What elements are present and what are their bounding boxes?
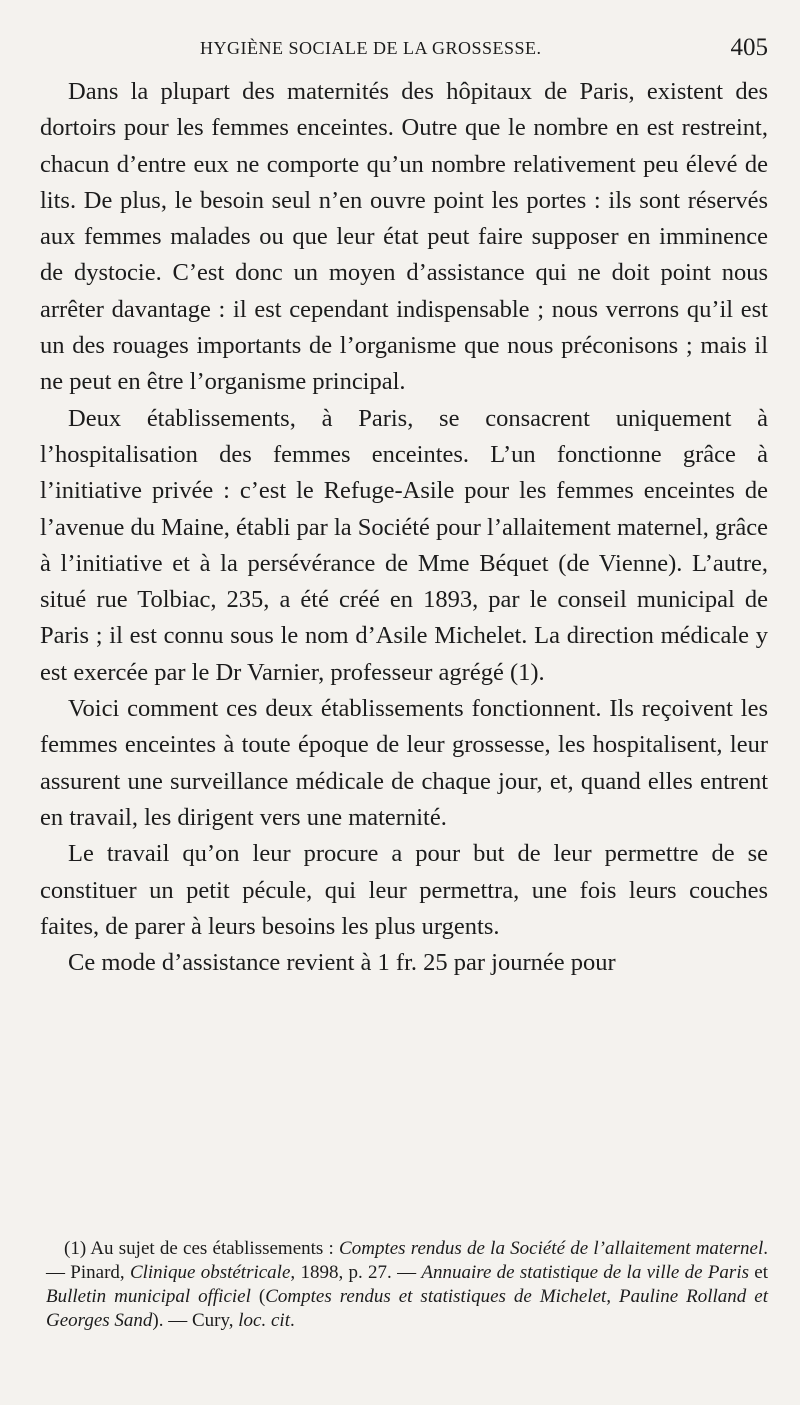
paragraph-3: Voici comment ces deux établissements fonctionnent. Ils reçoivent les femmes enceintes à toute époque de leur grossesse, les hospitalisent, leur assurent une surveillance médicale de chaque jour, et, quand elles entrent en travail, les dirigent vers une maternité.: [40, 695, 768, 831]
footnote-ref-6: loc. cit: [238, 1310, 290, 1331]
footnote-ref-3: Annuaire de statistique de la ville de Paris: [421, 1262, 750, 1283]
footnote-sep-1: . — Pinard,: [46, 1238, 768, 1283]
footnote-sep-5: ). — Cury,: [152, 1310, 239, 1331]
running-head: [40, 34, 768, 64]
footnote-end: .: [289, 1310, 295, 1331]
paragraph-4: Le travail qu’on leur procure a pour but de leur permettre de se constituer un petit pécule, qui leur permettra, une fois leurs couches faites, de parer à leurs besoins les plus urgents.: [40, 840, 768, 940]
paragraph-1: Dans la plupart des maternités des hôpitaux de Paris, existent des dortoirs pour les femmes enceintes. Outre que le nombre en est restreint, chacun d’entre eux ne comporte qu’un nombre relativement peu élevé de lits. De plus, le besoin seul n’en ouvre point les portes : ils sont réservés aux femmes malades ou que leur état peut faire supposer en imminence de dystocie. C’est donc un moyen d’assistance qui ne doit point nous arrêter davantage : il est cependant indispensable ; nous verrons qu’il est un des rouages importants de l’organisme que nous préconisons ; mais il ne peut en être l’organisme principal.: [40, 78, 768, 396]
footnote-1: [46, 1237, 768, 1333]
footnotes: [46, 1237, 768, 1333]
page-number: 405: [730, 34, 768, 61]
footnote-ref-5: Comptes rendus et statistiques de Michelet, Pauline Rolland et Georges Sand: [46, 1286, 769, 1331]
footnote-ref-4: Bulletin municipal officiel: [46, 1286, 251, 1307]
body-text: [40, 74, 768, 981]
footnote-ref-2: Clinique obstétricale: [129, 1262, 291, 1283]
footnote-sep-3: et: [749, 1262, 769, 1283]
footnote-sep-4: (: [250, 1286, 266, 1307]
running-title: HYGIÈNE SOCIALE DE LA GROSSESSE.: [200, 38, 542, 58]
footnote-marker: (1) Au sujet de ces établissements :: [64, 1238, 340, 1259]
paragraph-5: Ce mode d’assistance revient à 1 fr. 25 par journée pour: [68, 949, 616, 977]
footnote-sep-2: , 1898, p. 27. —: [290, 1262, 422, 1283]
paragraph-2: Deux établissements, à Paris, se consacrent uniquement à l’hospitalisation des femmes enceintes. L’un fonctionne grâce à l’initiative privée : c’est le Refuge-Asile pour les femmes enceintes de l’avenue du Maine, établi par la Société pour l’allaitement maternel, grâce à l’initiative et à la persévérance de Mme Béquet (de Vienne). L’autre, situé rue Tolbiac, 235, a été créé en 1893, par le conseil municipal de Paris ; il est connu sous le nom d’Asile Michelet. La direction médicale y est exercée par le Dr Varnier, professeur agrégé (1).: [40, 404, 768, 686]
footnote-ref-1: Comptes rendus de la Société de l’allaitement maternel: [339, 1238, 764, 1259]
